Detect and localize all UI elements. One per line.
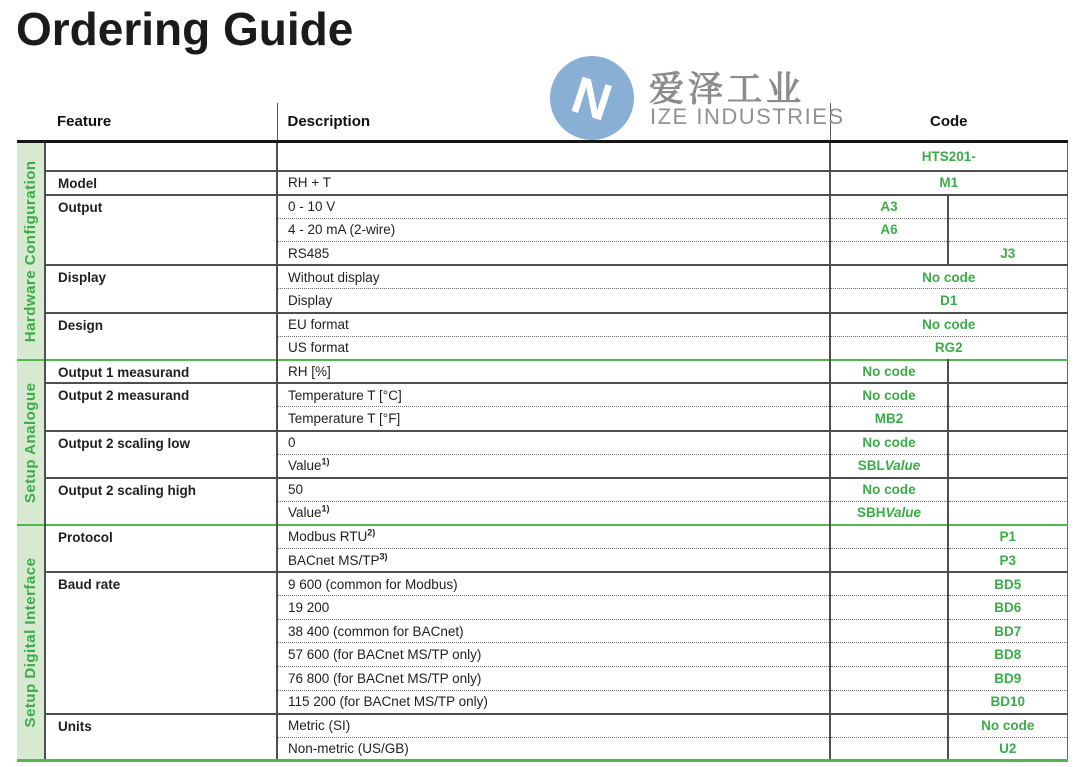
section-label: Hardware Configuration (22, 159, 39, 342)
description-cell: 115 200 (for BACnet MS/TP only) (277, 690, 830, 714)
code-cell (948, 407, 1067, 431)
footnote-marker: 3) (379, 551, 388, 562)
page-title: Ordering Guide (16, 3, 354, 55)
table-row (17, 141, 1067, 171)
code-cell: A3 (830, 195, 948, 219)
header-feature: Feature (45, 103, 277, 141)
code-cell: BD7 (948, 619, 1067, 643)
watermark-english-text: IZE INDUSTRIES (650, 104, 845, 129)
feature-cell: Display (45, 265, 277, 312)
feature-cell: Output 2 scaling high (45, 478, 277, 525)
feature-cell: Protocol (45, 525, 277, 572)
code-cell: SBHValue (830, 501, 948, 525)
description-cell: EU format (277, 313, 830, 337)
footnote-marker: 2) (367, 527, 376, 538)
feature-cell: Units (45, 714, 277, 761)
code-cell: BD5 (948, 572, 1067, 596)
description-cell (277, 141, 830, 171)
description-cell: 0 (277, 431, 830, 455)
table-row (17, 360, 1067, 384)
code-cell: No code (830, 360, 948, 384)
feature-cell (45, 141, 277, 171)
feature-cell: Output 1 measurand (45, 360, 277, 384)
description-cell: 76 800 (for BACnet MS/TP only) (277, 666, 830, 690)
ize-logo-icon (550, 56, 634, 140)
feature-cell: Design (45, 313, 277, 360)
description-cell: Non-metric (US/GB) (277, 737, 830, 761)
footnote-marker: 1) (321, 456, 330, 467)
code-cell: M1 (830, 171, 1067, 195)
description-cell: RH + T (277, 171, 830, 195)
code-cell (948, 195, 1067, 219)
code-cell: D1 (830, 289, 1067, 313)
code-cell (948, 218, 1067, 242)
header-description: Description (277, 103, 830, 141)
code-cell (948, 501, 1067, 525)
code-cell: No code (830, 265, 1067, 289)
table-row (17, 171, 1067, 195)
code-cell: A6 (830, 218, 948, 242)
description-cell: Temperature T [°C] (277, 383, 830, 407)
code-cell (948, 454, 1067, 478)
code-cell (830, 242, 948, 266)
code-cell (830, 549, 948, 573)
code-cell: BD9 (948, 666, 1067, 690)
description-cell: 0 - 10 V (277, 195, 830, 219)
description-cell: Without display (277, 265, 830, 289)
table-row (17, 525, 1067, 549)
feature-cell: Model (45, 171, 277, 195)
code-cell (948, 478, 1067, 502)
description-cell: Display (277, 289, 830, 313)
table-row (17, 431, 1067, 455)
code-cell: HTS201- (830, 141, 1067, 171)
code-cell: P3 (948, 549, 1067, 573)
table-row (17, 383, 1067, 407)
description-cell: US format (277, 336, 830, 360)
code-cell: BD6 (948, 596, 1067, 620)
header-code: Code (830, 103, 1067, 141)
code-cell (830, 596, 948, 620)
code-cell (830, 714, 948, 738)
code-cell: P1 (948, 525, 1067, 549)
code-cell (830, 737, 948, 761)
table-row (17, 572, 1067, 596)
table-row (17, 195, 1067, 219)
code-cell (830, 525, 948, 549)
description-cell: Modbus RTU$^{2)}$ (277, 525, 830, 549)
table-body (17, 141, 1067, 761)
code-cell: No code (830, 313, 1067, 337)
code-cell: MB2 (830, 407, 948, 431)
table-row (17, 714, 1067, 738)
description-cell: Metric (SI) (277, 714, 830, 738)
description-cell: 50 (277, 478, 830, 502)
code-cell: No code (830, 383, 948, 407)
code-cell: BD10 (948, 690, 1067, 714)
code-cell (830, 572, 948, 596)
description-cell: RS485 (277, 242, 830, 266)
watermark-chinese-text: 爱泽工业 (649, 70, 806, 109)
table-header-row (17, 103, 1067, 141)
code-cell: RG2 (830, 336, 1067, 360)
description-cell: Temperature T [°F] (277, 407, 830, 431)
svg-text:N: N (564, 66, 619, 133)
description-cell: 9 600 (common for Modbus) (277, 572, 830, 596)
description-cell: 57 600 (for BACnet MS/TP only) (277, 643, 830, 667)
code-cell (948, 431, 1067, 455)
code-cell: No code (830, 431, 948, 455)
description-cell: 4 - 20 mA (2-wire) (277, 218, 830, 242)
code-cell: No code (830, 478, 948, 502)
code-cell (830, 643, 948, 667)
feature-cell: Output 2 measurand (45, 383, 277, 430)
ordering-guide-table (17, 103, 1068, 762)
code-cell: J3 (948, 242, 1067, 266)
description-cell: RH [%] (277, 360, 830, 384)
footnote-marker: 1) (321, 503, 330, 514)
section-sidebar (17, 525, 45, 761)
section-sidebar (17, 141, 45, 360)
code-cell: BD8 (948, 643, 1067, 667)
code-cell: U2 (948, 737, 1067, 761)
feature-cell: Output 2 scaling low (45, 431, 277, 478)
description-cell: 19 200 (277, 596, 830, 620)
table-row (17, 478, 1067, 502)
table-row (17, 265, 1067, 289)
header-sidebar-spacer (17, 103, 45, 141)
feature-cell: Baud rate (45, 572, 277, 714)
code-cell (830, 690, 948, 714)
code-cell (830, 619, 948, 643)
code-cell (948, 360, 1067, 384)
code-cell: No code (948, 714, 1067, 738)
description-cell: BACnet MS/TP$^{3)}$ (277, 549, 830, 573)
code-cell: SBLValue (830, 454, 948, 478)
code-cell (948, 383, 1067, 407)
feature-cell: Output (45, 195, 277, 266)
table-row (17, 313, 1067, 337)
description-cell: Value$^{1)}$ (277, 501, 830, 525)
description-cell: Value$^{1)}$ (277, 454, 830, 478)
section-sidebar (17, 360, 45, 525)
section-label: Setup Analogue (22, 382, 39, 503)
code-cell (830, 666, 948, 690)
section-label: Setup Digital Interface (22, 557, 39, 728)
description-cell: 38 400 (common for BACnet) (277, 619, 830, 643)
